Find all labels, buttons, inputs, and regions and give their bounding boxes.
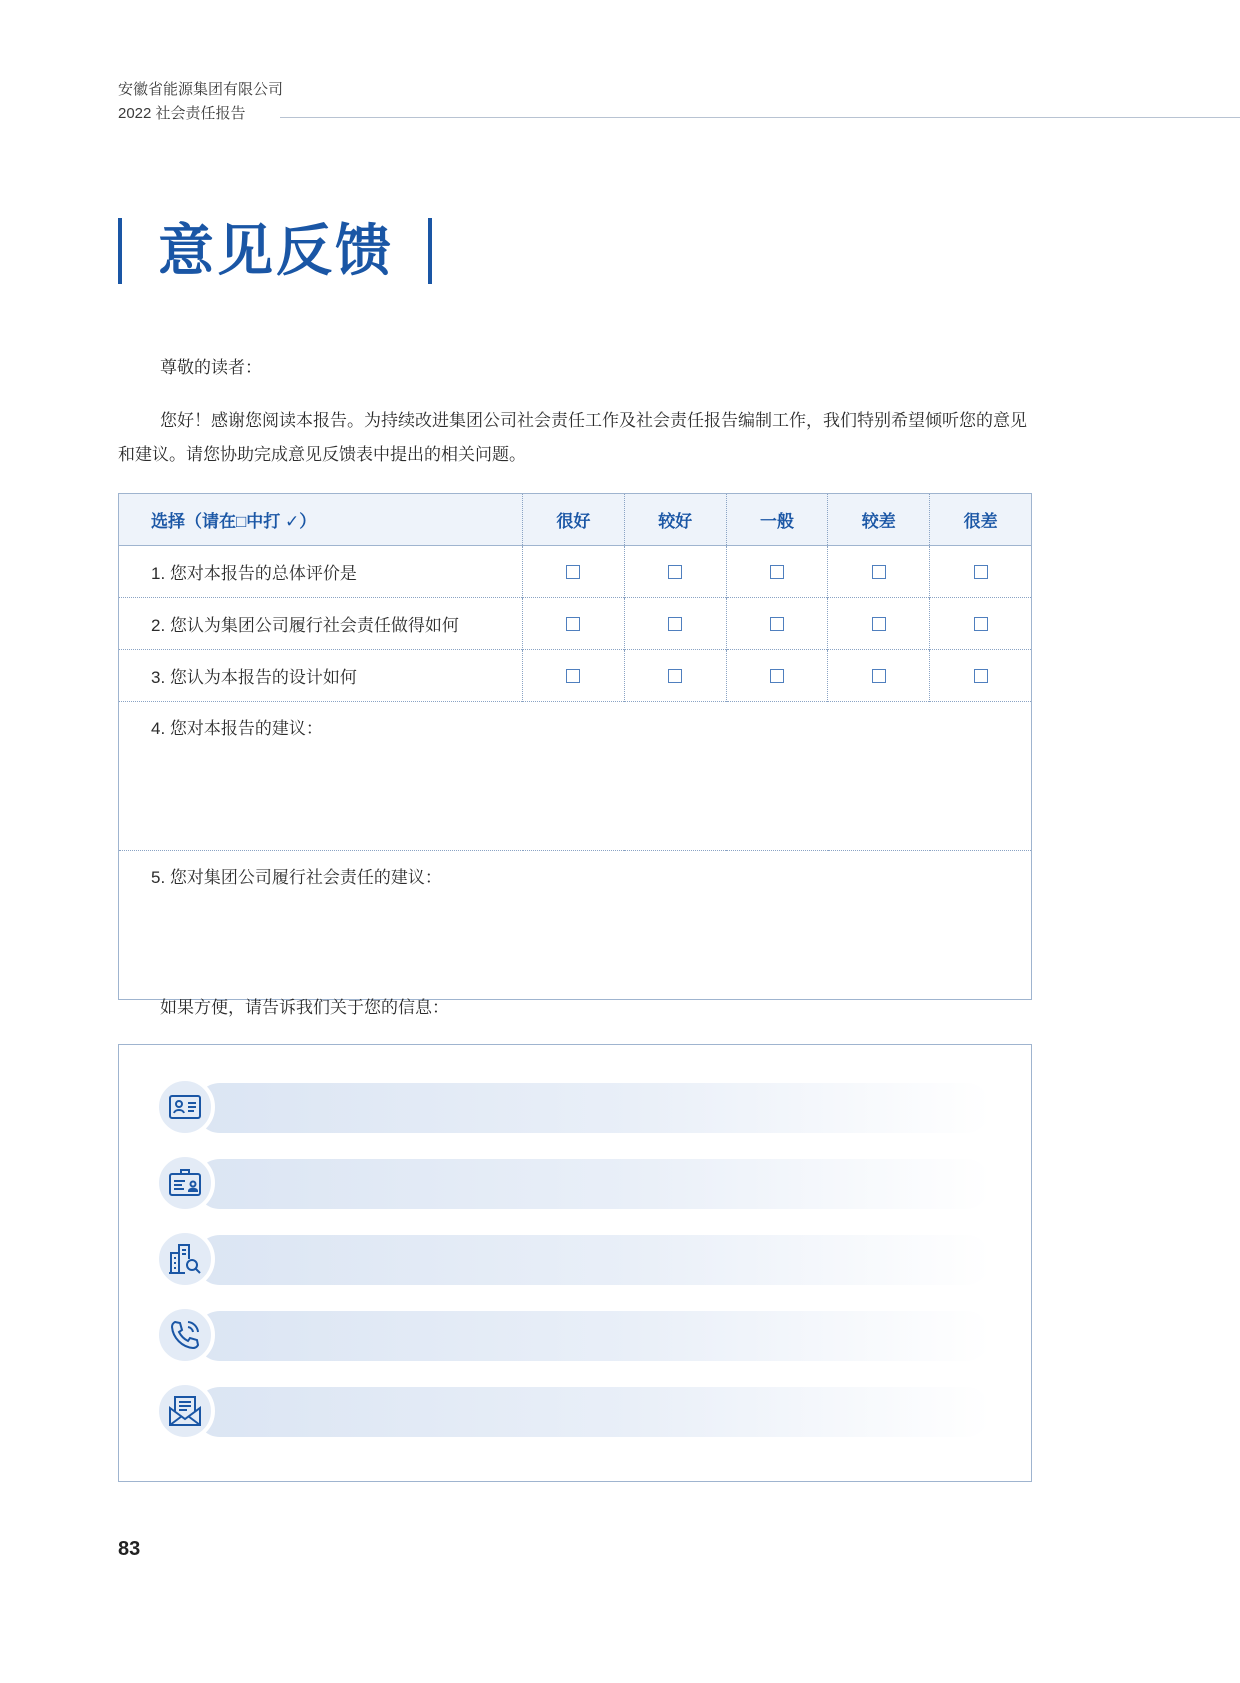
checkbox[interactable]	[872, 669, 886, 683]
info-box	[118, 1044, 1032, 1482]
checkbox[interactable]	[566, 669, 580, 683]
checkbox[interactable]	[566, 565, 580, 579]
checkbox[interactable]	[770, 669, 784, 683]
table-row	[119, 546, 1032, 598]
info-intro: 如果方便，请告诉我们关于您的信息：	[160, 998, 449, 1017]
info-row-job	[155, 1153, 991, 1213]
info-field[interactable]	[195, 1159, 991, 1209]
checkbox[interactable]	[668, 617, 682, 631]
checkbox[interactable]	[770, 617, 784, 631]
checkbox[interactable]	[974, 617, 988, 631]
info-field[interactable]	[195, 1083, 991, 1133]
icon-badge	[155, 1305, 215, 1365]
icon-badge	[155, 1153, 215, 1213]
checkbox[interactable]	[770, 565, 784, 579]
header-report: 2022 社会责任报告	[118, 105, 246, 122]
checkbox[interactable]	[974, 565, 988, 579]
title-block	[118, 218, 432, 284]
page-number: 83	[118, 1538, 141, 1560]
option-header: 很差	[930, 494, 1032, 546]
info-row-phone	[155, 1305, 991, 1365]
salutation: 尊敬的读者：	[160, 358, 262, 377]
table-row	[119, 598, 1032, 650]
phone-icon	[165, 1315, 205, 1355]
question-label: 1. 您对本报告的总体评价是	[119, 546, 523, 598]
id-card-icon	[165, 1087, 205, 1127]
option-header: 较差	[828, 494, 930, 546]
checkbox[interactable]	[668, 669, 682, 683]
running-header	[118, 78, 283, 126]
open-question-label: 5. 您对集团公司履行社会责任的建议：	[119, 851, 1032, 1000]
checkbox[interactable]	[872, 617, 886, 631]
open-question-row[interactable]	[119, 702, 1032, 851]
checkbox[interactable]	[974, 669, 988, 683]
table-header-row	[119, 494, 1032, 546]
info-row-name	[155, 1077, 991, 1137]
page-title: 意见反馈	[158, 219, 394, 282]
question-label: 2. 您认为集团公司履行社会责任做得如何	[119, 598, 523, 650]
open-question-label: 4. 您对本报告的建议：	[119, 702, 1032, 851]
title-bar-right	[428, 218, 432, 284]
option-header: 一般	[726, 494, 828, 546]
intro-paragraph: 您好！感谢您阅读本报告。为持续改进集团公司社会责任工作及社会责任报告编制工作，我们特别希望倾听您的意见和建议。请您协助完成意见反馈表中提出的相关问题。	[118, 411, 1027, 464]
header-company: 安徽省能源集团有限公司	[118, 81, 284, 98]
feedback-table	[118, 493, 1032, 1000]
option-header: 较好	[624, 494, 726, 546]
email-icon	[165, 1391, 205, 1431]
question-label: 3. 您认为本报告的设计如何	[119, 650, 523, 702]
open-question-row[interactable]	[119, 851, 1032, 1000]
building-search-icon	[165, 1239, 205, 1279]
select-header: 选择（请在□中打 ✓）	[119, 494, 523, 546]
option-header: 很好	[523, 494, 625, 546]
info-row-email	[155, 1381, 991, 1441]
work-badge-icon	[165, 1163, 205, 1203]
header-divider	[280, 117, 1240, 118]
info-row-company	[155, 1229, 991, 1289]
info-field[interactable]	[195, 1311, 991, 1361]
icon-badge	[155, 1381, 215, 1441]
checkbox[interactable]	[668, 565, 682, 579]
title-bar-left	[118, 218, 122, 284]
icon-badge	[155, 1229, 215, 1289]
table-row	[119, 650, 1032, 702]
info-field[interactable]	[195, 1387, 991, 1437]
checkbox[interactable]	[872, 565, 886, 579]
icon-badge	[155, 1077, 215, 1137]
checkbox[interactable]	[566, 617, 580, 631]
info-field[interactable]	[195, 1235, 991, 1285]
